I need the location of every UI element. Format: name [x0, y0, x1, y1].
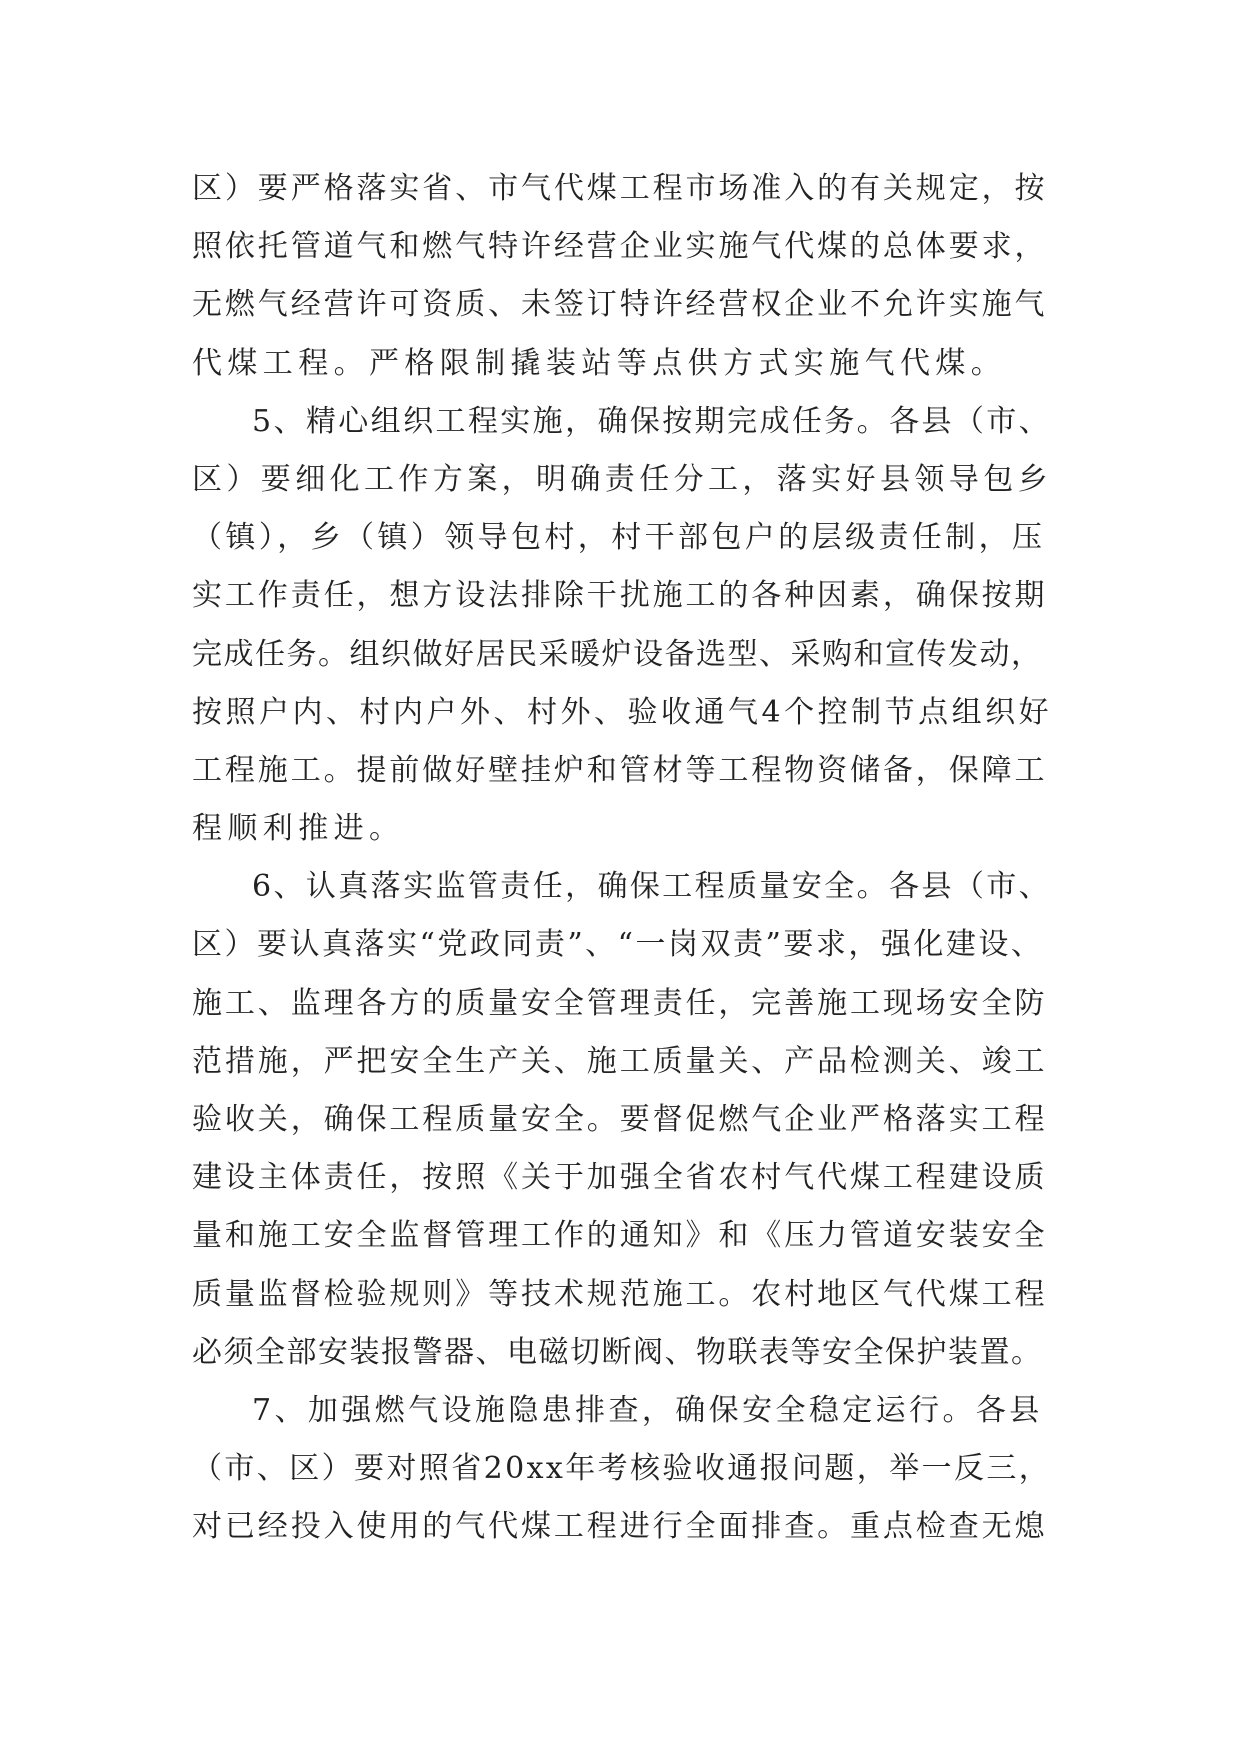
text-line: 区）要细化工作方案，明确责任分工，落实好县领导包乡	[192, 461, 1052, 497]
text-line: 量和施工安全监督管理工作的通知》和《压力管道安装安全	[192, 1218, 1048, 1254]
text-line: 无燃气经营许可资质、未签订特许经营权企业不允许实施气	[192, 287, 1048, 323]
paragraph-5-start: 5、精心组织工程实施，确保按期完成任务。各县（市、	[252, 403, 1052, 439]
text-line: 验收关，确保工程质量安全。要督促燃气企业严格落实工程	[192, 1102, 1048, 1137]
text-line: 对已经投入使用的气代煤工程进行全面排查。重点检查无熄	[192, 1509, 1048, 1545]
text-line: 按照户内、村内户外、村外、验收通气4个控制节点组织好	[192, 694, 1053, 730]
text-line: 施工、监理各方的质量安全管理责任，完善施工现场安全防	[192, 985, 1048, 1021]
body-text	[192, 160, 1052, 1557]
text-line: （镇），乡（镇）领导包村，村干部包户的层级责任制，压	[192, 520, 1046, 556]
paragraph-7-start: 7、加强燃气设施隐患排查，确保安全稳定运行。各县	[252, 1392, 1043, 1428]
text-line: 代煤工程。严格限制撬装站等点供方式实施气代煤。	[192, 345, 1007, 381]
text-line: 质量监督检验规则》等技术规范施工。农村地区气代煤工程	[192, 1276, 1048, 1312]
text-line: （市、区）要对照省20xx年考核验收通报问题，举一反三，	[192, 1451, 1052, 1487]
text-line: 区）要认真落实“党政同责”、“一岗双责”要求，强化建设、	[192, 927, 1044, 963]
text-line: 照依托管道气和燃气特许经营企业实施气代煤的总体要求，	[192, 229, 1048, 265]
text-line: 完成任务。组织做好居民采暖炉设备选型、采购和宣传发动，	[192, 636, 1043, 672]
text-line: 实工作责任，想方设法排除干扰施工的各种因素，确保按期	[192, 578, 1048, 614]
text-line: 区）要严格落实省、市气代煤工程市场准入的有关规定，按	[192, 171, 1048, 206]
text-line: 范措施，严把安全生产关、施工质量关、产品检测关、竣工	[192, 1043, 1048, 1079]
text-line: 必须全部安装报警器、电磁切断阀、物联表等安全保护装置。	[192, 1334, 1043, 1370]
text-line: 程顺利推进。	[192, 811, 405, 847]
text-line: 建设主体责任，按照《关于加强全省农村气代煤工程建设质	[192, 1160, 1048, 1196]
paragraph-6-start: 6、认真落实监管责任，确保工程质量安全。各县（市、	[252, 869, 1052, 905]
text-line: 工程施工。提前做好壁挂炉和管材等工程物资储备，保障工	[192, 752, 1048, 788]
